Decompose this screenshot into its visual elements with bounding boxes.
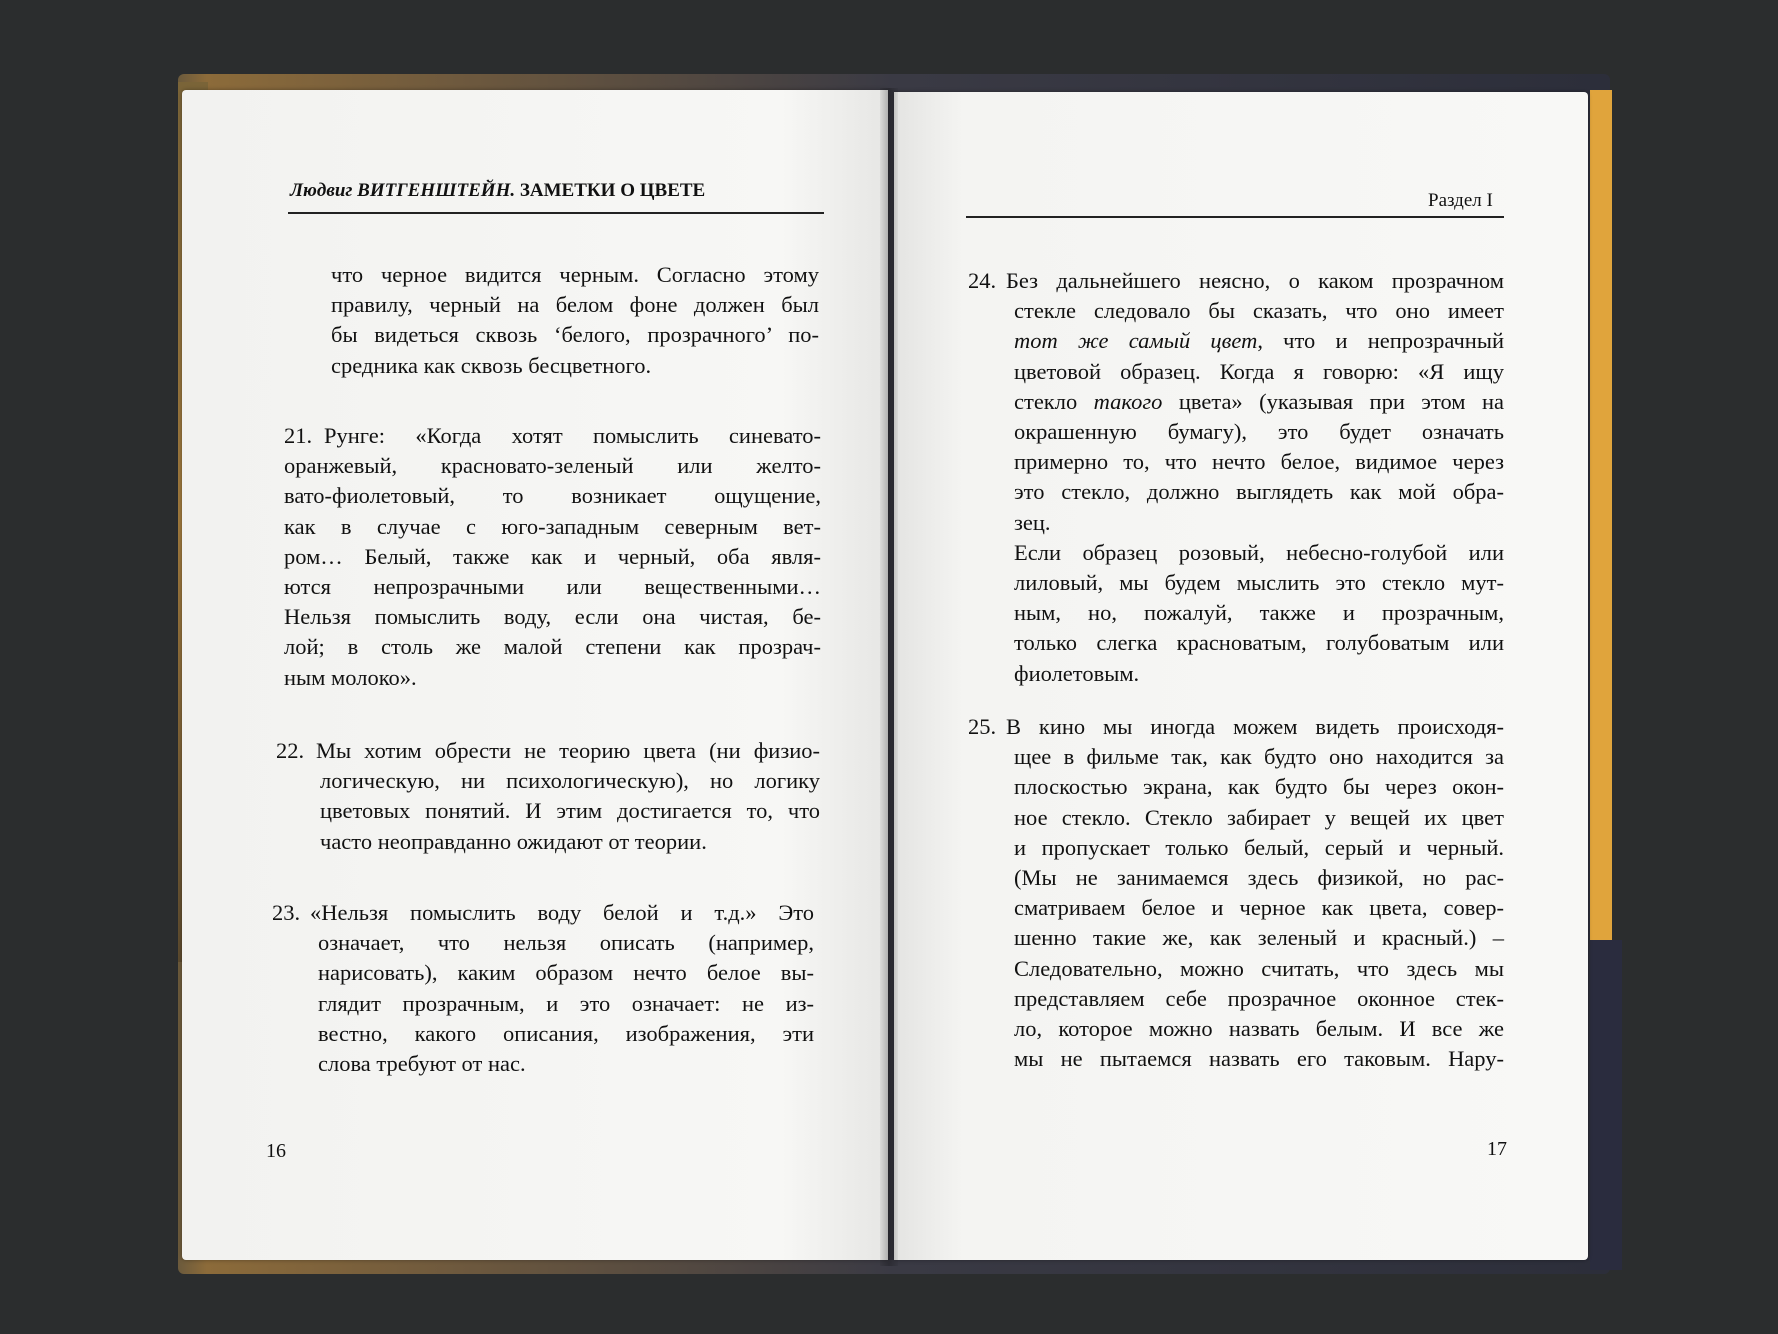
text-line: окрашенную бумагу), это будет означать <box>1014 419 1504 445</box>
text-line: цветовой образец. Когда я говорю: «Я ищу <box>1014 358 1504 384</box>
text-line: щее в фильме так, как будто оно находится за <box>1014 744 1504 770</box>
text-line: ным молоко». <box>284 664 417 690</box>
text-line: стекло такого цвета» (указывая при этом на <box>1014 388 1505 414</box>
cover-right-dark-band <box>1590 940 1622 1270</box>
text-line: фиолетовым. <box>1014 660 1140 686</box>
left-running-head <box>290 180 705 202</box>
text-line: лиловый, мы будем мыслить это стекло мут- <box>1014 570 1504 596</box>
text-line: логическую, ни психологическую), но логику <box>320 768 820 794</box>
text-line: Следовательно, можно считать, что здесь мы <box>1014 955 1504 981</box>
text-line: ным, но, пожалуй, также и прозрачным, <box>1014 600 1504 626</box>
item-body <box>276 736 820 857</box>
spine-shadow <box>880 88 898 1266</box>
text-line: правилу, черный на белом фоне должен был <box>331 292 819 318</box>
text-line: ло, которое можно назвать белым. И все же <box>1014 1016 1504 1042</box>
text-line: вестно, какого описания, изображения, эти <box>318 1020 814 1046</box>
item-body <box>968 712 1504 1074</box>
text-line: как в случае с юго-западным северным вет- <box>284 513 821 539</box>
text-line: шенно такие же, как зеленый и красный.) – <box>1014 925 1504 951</box>
text-line: лой; в столь же малой степени как прозрач- <box>284 634 821 660</box>
text-line: часто неоправданно ожидают от теории. <box>320 828 707 854</box>
text-line: Без дальнейшего неясно, о каком прозрачном <box>1006 268 1504 293</box>
text-line: «Нельзя помыслить воду белой и т.д.» Это <box>310 900 814 925</box>
item-body <box>272 898 814 1079</box>
left-head-rule <box>288 212 824 214</box>
left-continuation-text <box>331 260 819 381</box>
text-line: означает, что нельзя описать (например, <box>318 930 814 956</box>
text-line: Нельзя помыслить воду, если она чистая, бе- <box>284 604 821 630</box>
text-line: В кино мы иногда можем видеть происходя- <box>1006 714 1504 739</box>
item-body <box>284 421 821 693</box>
text-line: нарисовать), каким образом нечто белое вы- <box>318 960 814 986</box>
text-line: (Мы не занимаемся здесь физикой, но рас- <box>1014 865 1504 891</box>
text-line: стекле следовало бы сказать, что оно имеет <box>1014 298 1504 324</box>
text-line: ное стекло. Стекло забирает у вещей их цвет <box>1014 804 1504 830</box>
cover-right-orange-band <box>1590 90 1612 940</box>
text-line: и пропускает только белый, серый и черный. <box>1014 834 1504 860</box>
text-line: ются непрозрачными или вещественными… <box>284 574 821 600</box>
right-running-head: Раздел I <box>1428 190 1493 211</box>
text-line: глядит прозрачным, и это означает: не из- <box>318 990 814 1016</box>
item-number: 23. <box>272 900 301 925</box>
text-line: Если образец розовый, небесно-голубой или <box>1014 539 1504 565</box>
text-line: Рунге: «Когда хотят помыслить синевато- <box>324 423 821 448</box>
item-number: 22. <box>276 738 305 763</box>
running-head-title: ЗАМЕТКИ О ЦВЕТЕ <box>515 180 706 201</box>
text-line: только слегка красноватым, голубоватым или <box>1014 630 1504 656</box>
text-line: бы видеться сквозь ‘белого, прозрачного’ по- <box>331 322 819 348</box>
text-line: тот же самый цвет, что и непрозрачный <box>1014 328 1504 354</box>
text-line: мы не пытаемся назвать его таковым. Нару- <box>1014 1046 1504 1072</box>
text-line: цветовых понятий. И этим достигается то, что <box>320 798 820 824</box>
text-line: средника как сквозь бесцветного. <box>331 352 652 378</box>
text-line: Мы хотим обрести не теорию цвета (ни физио- <box>316 738 820 763</box>
right-head-rule <box>966 216 1504 218</box>
running-head-author: Людвиг ВИТГЕНШТЕЙН. <box>290 180 516 201</box>
text-line: сматриваем белое и черное как цвета, совер- <box>1014 895 1504 921</box>
page-number-right: 17 <box>1487 1138 1507 1160</box>
text-line: плоскостью экрана, как будто бы через окон- <box>1014 774 1504 800</box>
text-line: ром… Белый, также как и черный, оба явля- <box>284 543 821 569</box>
text-line: оранжевый, красновато-зеленый или желто- <box>284 453 821 479</box>
page-number-left: 16 <box>266 1140 286 1162</box>
item-number: 25. <box>968 714 997 739</box>
text-line: представляем себе прозрачное оконное стек- <box>1014 985 1504 1011</box>
item-number: 24. <box>968 268 997 293</box>
text-line: зец. <box>1014 509 1051 535</box>
text-line: это стекло, должно выглядеть как мой обра- <box>1014 479 1504 505</box>
item-number: 21. <box>284 423 313 448</box>
text-line: вато-фиолетовый, то возникает ощущение, <box>284 483 821 509</box>
text-line: примерно то, что нечто белое, видимое через <box>1014 449 1504 475</box>
text-line: что черное видится черным. Согласно этому <box>331 262 819 287</box>
text-line: слова требуют от нас. <box>318 1051 526 1077</box>
item-body <box>968 266 1504 689</box>
